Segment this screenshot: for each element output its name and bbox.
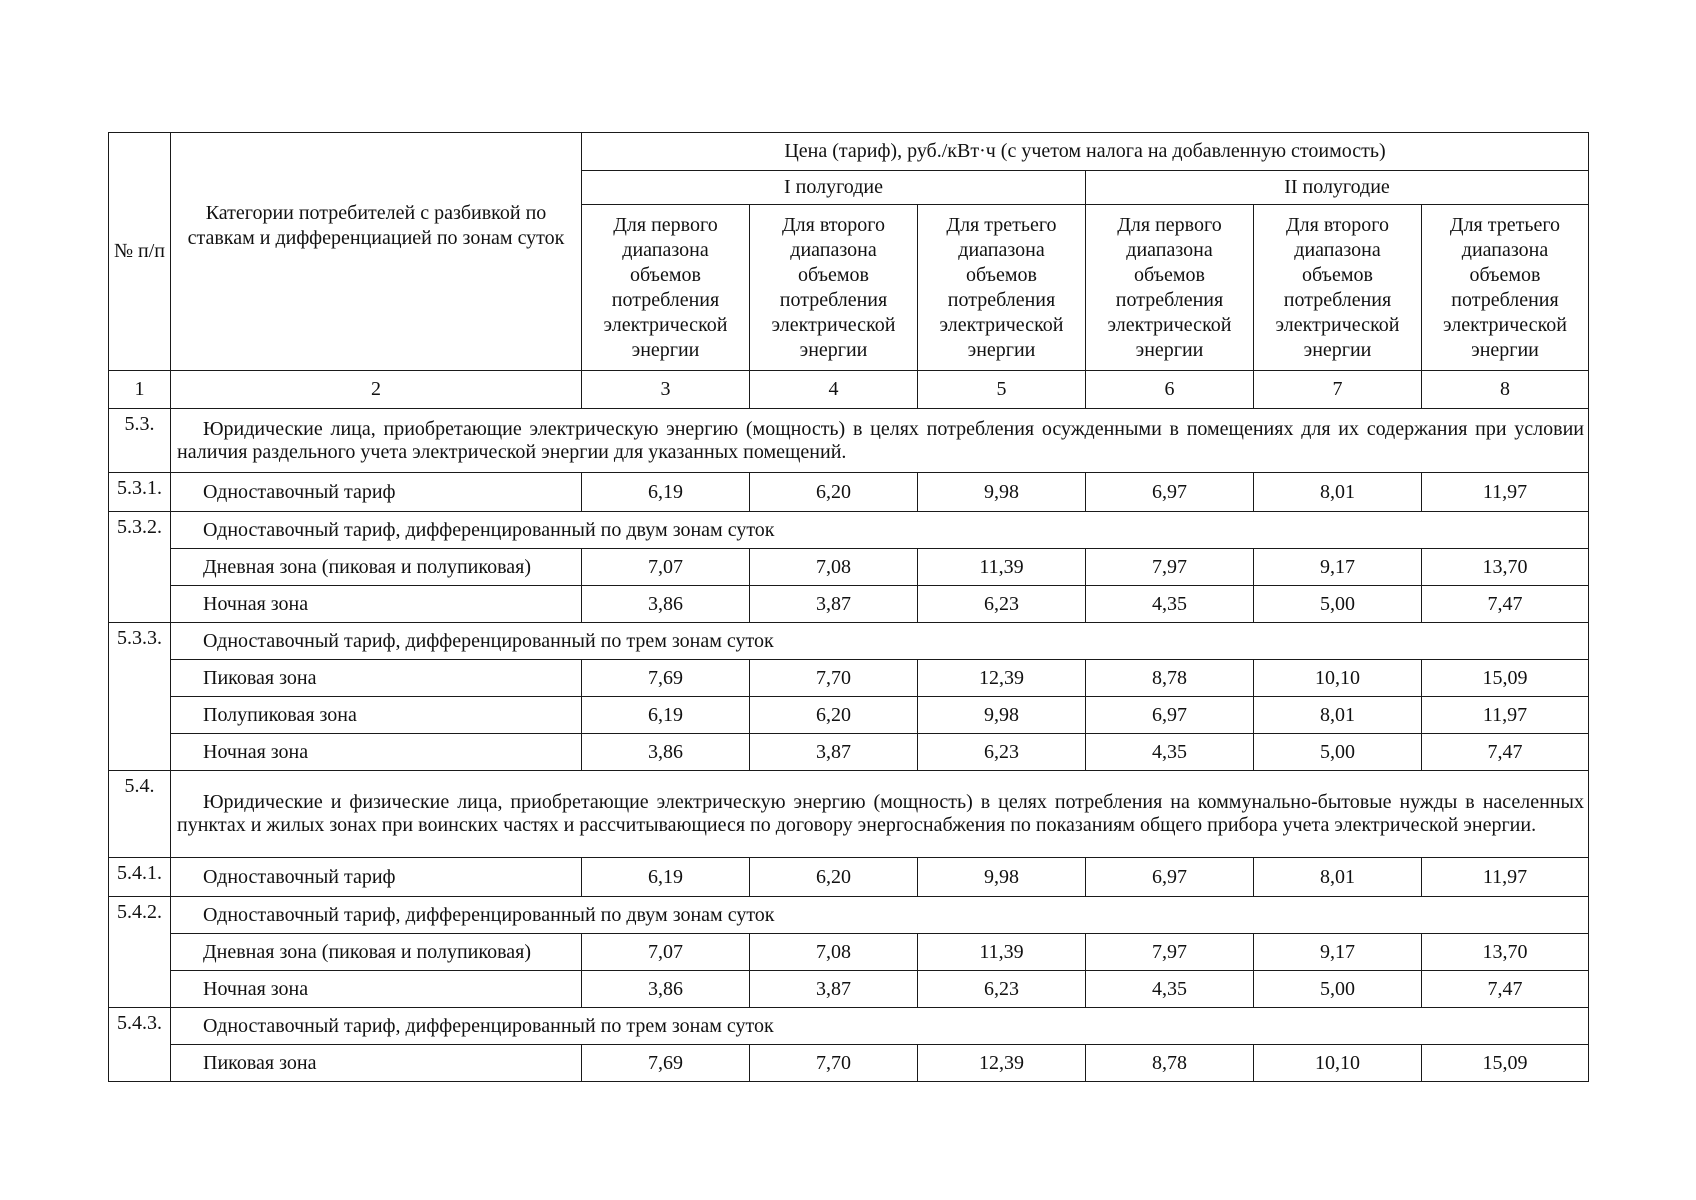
header-range: Для второго диапазона объемов потребления электрической энергии (1254, 205, 1422, 371)
tariff-value: 7,97 (1086, 934, 1254, 971)
row-label: Дневная зона (пиковая и полупиковая) (171, 934, 582, 971)
tariff-value: 13,70 (1422, 934, 1589, 971)
tariff-value: 11,97 (1422, 858, 1589, 897)
tariff-value: 7,70 (750, 660, 918, 697)
tariff-value: 3,86 (582, 586, 750, 623)
row-label: Одноставочный тариф (171, 858, 582, 897)
header-half-1: I полугодие (582, 171, 1086, 205)
tariff-value: 13,70 (1422, 549, 1589, 586)
tariff-value: 7,47 (1422, 734, 1589, 771)
table-row (109, 734, 1589, 771)
column-number: 4 (750, 371, 918, 409)
tariff-value: 7,07 (582, 549, 750, 586)
column-number: 5 (918, 371, 1086, 409)
row-index: 5.3.2. (109, 512, 171, 623)
row-index: 5.4. (109, 771, 171, 858)
subsection-title-row (109, 1008, 1589, 1045)
tariff-value: 7,47 (1422, 971, 1589, 1008)
tariff-value: 8,78 (1086, 1045, 1254, 1082)
section-text (171, 409, 1589, 473)
table-row (109, 1045, 1589, 1082)
subsection-title: Одноставочный тариф, дифференцированный по двум зонам суток (171, 897, 1589, 934)
tariff-value: 15,09 (1422, 1045, 1589, 1082)
table-row (109, 697, 1589, 734)
tariff-value: 3,86 (582, 971, 750, 1008)
header-range: Для третьего диапазона объемов потребления электрической энергии (918, 205, 1086, 371)
row-label: Пиковая зона (171, 660, 582, 697)
table-row (109, 660, 1589, 697)
tariff-value: 15,09 (1422, 660, 1589, 697)
section-row-5-4 (109, 771, 1589, 858)
header-range: Для первого диапазона объемов потребления электрической энергии (582, 205, 750, 371)
tariff-value: 7,08 (750, 934, 918, 971)
tariff-value: 9,98 (918, 697, 1086, 734)
row-label: Одноставочный тариф (171, 473, 582, 512)
tariff-value: 6,20 (750, 473, 918, 512)
header-range: Для первого диапазона объемов потребления электрической энергии (1086, 205, 1254, 371)
row-index: 5.3.1. (109, 473, 171, 512)
row-label: Полупиковая зона (171, 697, 582, 734)
tariff-value: 11,97 (1422, 697, 1589, 734)
row-index: 5.3. (109, 409, 171, 473)
tariff-value: 3,87 (750, 586, 918, 623)
row-index: 5.3.3. (109, 623, 171, 771)
tariff-value: 11,97 (1422, 473, 1589, 512)
tariff-value: 4,35 (1086, 586, 1254, 623)
subsection-title-row (109, 512, 1589, 549)
tariff-value: 8,01 (1254, 697, 1422, 734)
header-no: № п/п (109, 133, 171, 371)
header-category: Категории потребителей с разбивкой по ставкам и дифференциацией по зонам суток (171, 133, 582, 371)
subsection-title-row (109, 897, 1589, 934)
tariff-value: 10,10 (1254, 660, 1422, 697)
tariff-value: 7,07 (582, 934, 750, 971)
tariff-value: 9,17 (1254, 934, 1422, 971)
row-label: Ночная зона (171, 971, 582, 1008)
subsection-title: Одноставочный тариф, дифференцированный по трем зонам суток (171, 1008, 1589, 1045)
table-row (109, 473, 1589, 512)
column-number: 2 (171, 371, 582, 409)
tariff-value: 4,35 (1086, 734, 1254, 771)
tariff-value: 4,35 (1086, 971, 1254, 1008)
tariff-value: 8,01 (1254, 473, 1422, 512)
tariff-table (108, 132, 1589, 1082)
table-row (109, 934, 1589, 971)
column-number: 6 (1086, 371, 1254, 409)
tariff-value: 9,98 (918, 473, 1086, 512)
header-range: Для третьего диапазона объемов потребления электрической энергии (1422, 205, 1589, 371)
tariff-value: 7,97 (1086, 549, 1254, 586)
row-index: 5.4.2. (109, 897, 171, 1008)
table-row (109, 971, 1589, 1008)
subsection-title: Одноставочный тариф, дифференцированный по трем зонам суток (171, 623, 1589, 660)
tariff-value: 5,00 (1254, 971, 1422, 1008)
header-half-2: II полугодие (1086, 171, 1589, 205)
header-price: Цена (тариф), руб./кВт·ч (с учетом налога на добавленную стоимость) (582, 133, 1589, 171)
tariff-value: 3,86 (582, 734, 750, 771)
tariff-value: 6,19 (582, 697, 750, 734)
column-number: 3 (582, 371, 750, 409)
table-row (109, 858, 1589, 897)
row-label: Пиковая зона (171, 1045, 582, 1082)
tariff-value: 9,98 (918, 858, 1086, 897)
tariff-value: 6,97 (1086, 473, 1254, 512)
tariff-value: 7,47 (1422, 586, 1589, 623)
column-number: 7 (1254, 371, 1422, 409)
header-range: Для второго диапазона объемов потребления электрической энергии (750, 205, 918, 371)
tariff-value: 11,39 (918, 934, 1086, 971)
tariff-value: 6,97 (1086, 697, 1254, 734)
tariff-value: 5,00 (1254, 586, 1422, 623)
subsection-title: Одноставочный тариф, дифференцированный по двум зонам суток (171, 512, 1589, 549)
row-index: 5.4.3. (109, 1008, 171, 1082)
tariff-value: 7,08 (750, 549, 918, 586)
tariff-value: 3,87 (750, 971, 918, 1008)
tariff-value: 11,39 (918, 549, 1086, 586)
section-row-5-3 (109, 409, 1589, 473)
tariff-value: 12,39 (918, 1045, 1086, 1082)
tariff-value: 9,17 (1254, 549, 1422, 586)
tariff-value: 6,19 (582, 858, 750, 897)
column-number: 8 (1422, 371, 1589, 409)
tariff-value: 7,70 (750, 1045, 918, 1082)
row-label: Ночная зона (171, 734, 582, 771)
tariff-value: 5,00 (1254, 734, 1422, 771)
section-text (171, 771, 1589, 858)
row-label: Дневная зона (пиковая и полупиковая) (171, 549, 582, 586)
tariff-value: 6,20 (750, 858, 918, 897)
tariff-value: 6,20 (750, 697, 918, 734)
section-text-content: Юридические лица, приобретающие электрическую энергию (мощность) в целях потребления осужденными в помещениях для их содержания при условии наличия раздельного учета электрической энергии для указанных помещений. (177, 417, 1584, 463)
row-index: 5.4.1. (109, 858, 171, 897)
tariff-value: 7,69 (582, 660, 750, 697)
subsection-title-row (109, 623, 1589, 660)
tariff-value: 6,23 (918, 734, 1086, 771)
tariff-value: 6,19 (582, 473, 750, 512)
tariff-value: 6,97 (1086, 858, 1254, 897)
tariff-value: 8,01 (1254, 858, 1422, 897)
tariff-value: 3,87 (750, 734, 918, 771)
tariff-value: 6,23 (918, 971, 1086, 1008)
header-row-price (109, 133, 1589, 171)
column-number-row (109, 371, 1589, 409)
tariff-value: 8,78 (1086, 660, 1254, 697)
tariff-value: 10,10 (1254, 1045, 1422, 1082)
tariff-value: 7,69 (582, 1045, 750, 1082)
tariff-value: 6,23 (918, 586, 1086, 623)
table-row (109, 586, 1589, 623)
column-number: 1 (109, 371, 171, 409)
table-row (109, 549, 1589, 586)
section-text-content: Юридические и физические лица, приобретающие электрическую энергию (мощность) в целях потребления на коммунально-бытовые нужды в населенных пунктах и жилых зонах при воинских частях и рассчитывающиеся по договору энергоснабжения по показаниям общего прибора учета электрической энергии. (177, 791, 1584, 836)
tariff-value: 12,39 (918, 660, 1086, 697)
row-label: Ночная зона (171, 586, 582, 623)
